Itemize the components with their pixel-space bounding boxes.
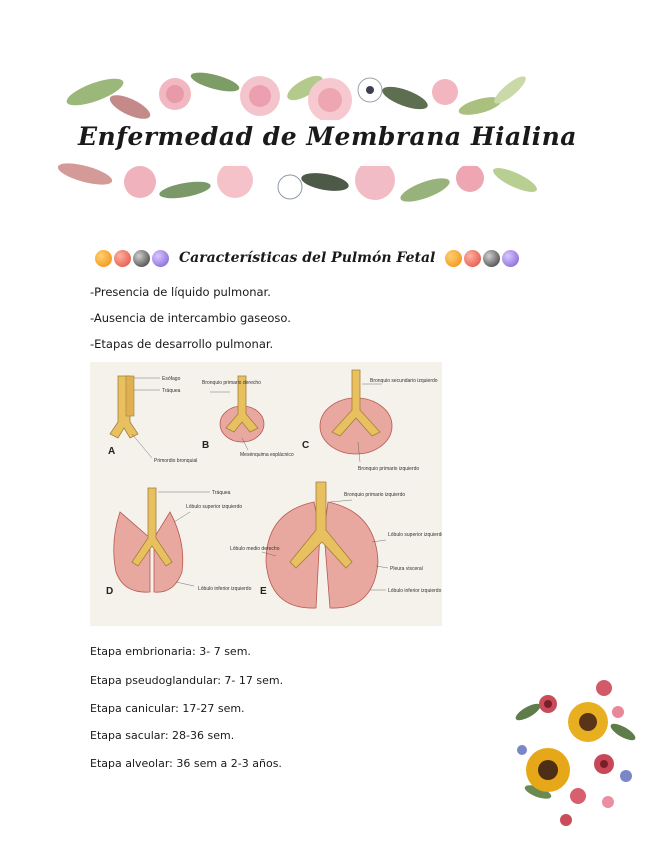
orange-dot-icon [95,250,112,267]
gray-dot-icon [133,250,150,267]
label-bronquio-secundario: Bronquio secundario izquierdo [370,378,438,384]
panel-letter-a: A [108,446,116,457]
panel-d [106,488,252,597]
label-mesenquima: Mesénquima esplácnico [240,452,294,458]
stage-item: Etapa sacular: 28-36 sem. [90,729,235,742]
panel-letter-d: D [106,586,114,597]
bullet-item: -Ausencia de intercambio gaseoso. [90,311,291,325]
label-lobulo-superior-izq-d: Lóbulo superior izquierdo [186,504,243,510]
label-bronquio-primario-izq-e: Bronquio primario izquierdo [344,492,406,498]
stage-item: Etapa alveolar: 36 sem a 2-3 años. [90,757,282,770]
panel-letter-b: B [202,440,210,451]
label-lobulo-superior-izq-e: Lóbulo superior izquierdo [388,532,442,538]
bullet-item: -Etapas de desarrollo pulmonar. [90,337,274,351]
panel-letter-c: C [302,440,310,451]
gray-dot-icon [483,250,500,267]
section-heading [95,246,519,270]
panel-b [202,376,294,458]
flower-bouquet [508,672,646,832]
panel-letter-e: E [260,586,267,597]
label-lobulo-inferior-izq-d: Lóbulo inferior izquierdo [198,586,252,592]
panel-a [108,376,197,464]
red-dot-icon [464,250,481,267]
label-bronquio-primario-izq-c: Bronquio primario izquierdo [358,466,420,472]
label-esofago: Esófago [162,376,181,382]
label-lobulo-medio-derecho: Lóbulo medio derecho [230,546,280,552]
page-title: Enfermedad de Membrana Hialina [77,122,578,151]
decorative-dots-left [95,250,169,267]
decorative-dots-right [445,250,519,267]
label-lobulo-inferior-izq-e: Lóbulo inferior izquierdo [388,588,442,594]
label-bronquio-primario-derecho: Bronquio primario derecho [202,380,261,386]
orange-dot-icon [445,250,462,267]
stage-item: Etapa pseudoglandular: 7- 17 sem. [90,674,284,687]
label-traquea-a: Tráquea [162,388,181,394]
section-title: Características del Pulmón Fetal [179,250,436,266]
red-dot-icon [114,250,131,267]
label-pleura-visceral: Pleura visceral [390,566,423,572]
stage-item: Etapa embrionaria: 3- 7 sem. [90,645,251,658]
lung-development-diagram [90,362,442,626]
bullet-item: -Presencia de líquido pulmonar. [90,285,271,299]
panel-e [230,482,442,608]
purple-dot-icon [152,250,169,267]
stage-item: Etapa canicular: 17-27 sem. [90,702,245,715]
purple-dot-icon [502,250,519,267]
panel-c [302,370,438,472]
label-primordio: Primordio bronquial [154,458,198,464]
label-traquea-d: Tráquea [212,490,231,496]
